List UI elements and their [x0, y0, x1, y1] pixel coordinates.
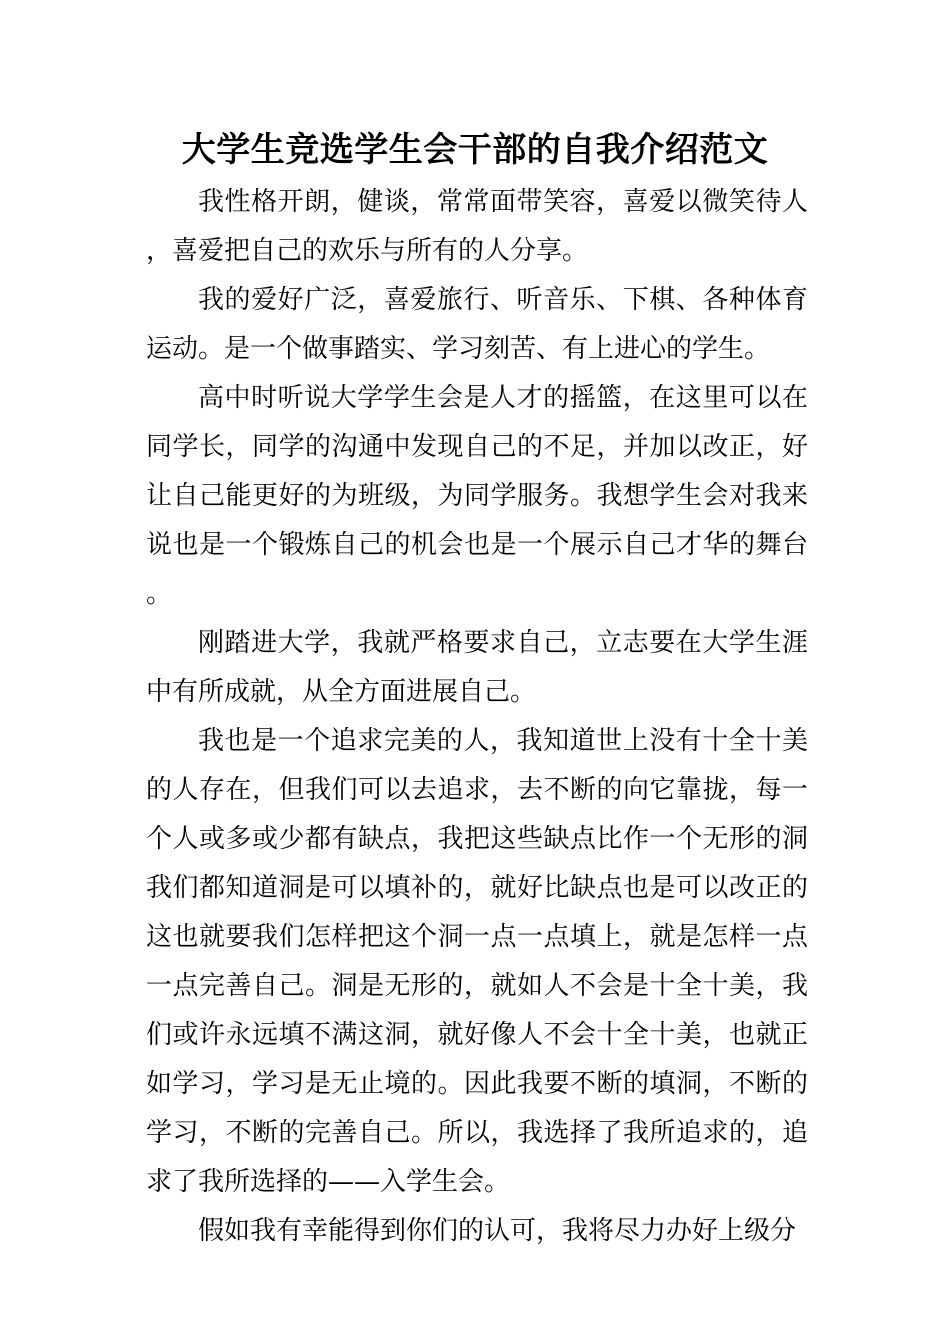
document-body	[146, 178, 808, 1256]
paragraph: 高中时听说大学学生会是人才的摇篮，在这里可以在同学长，同学的沟通中发现自己的不足，并加以改正，好让自己能更好的为班级，为同学服务。我想学生会对我来说也是一个锻炼自己的机会也是一个展示自己才华的舞台。	[146, 383, 808, 609]
paragraph: 我性格开朗，健谈，常常面带笑容，喜爱以微笑待人，喜爱把自己的欢乐与所有的人分享。	[146, 187, 808, 266]
paragraph: 假如我有幸能得到你们的认可，我将尽力办好上级分	[198, 1216, 797, 1246]
paragraph: 我也是一个追求完美的人，我知道世上没有十全十美的人存在，但我们可以去追求，去不断的向它靠拢，每一个人或多或少都有缺点，我把这些缺点比作一个无形的洞我们都知道洞是可以填补的，就好比缺点也是可以改正的这也就要我们怎样把这个洞一点一点填上，就是怎样一点一点完善自己。洞是无形的，就如人不会是十全十美，我们或许永远填不满这洞，就好像人不会十全十美，也就正如学习，学习是无止境的。因此我要不断的填洞，不断的学习，不断的完善自己。所以，我选择了我所追求的，追求了我所选择的——入学生会。	[146, 726, 808, 1197]
paragraph: 刚踏进大学，我就严格要求自己，立志要在大学生涯中有所成就，从全方面进展自己。	[146, 628, 808, 707]
paragraph: 我的爱好广泛，喜爱旅行、听音乐、下棋、各种体育运动。是一个做事踏实、学习刻苦、有上进心的学生。	[146, 285, 808, 364]
document-title: 大学生竞选学生会干部的自我介绍范文	[181, 130, 769, 170]
